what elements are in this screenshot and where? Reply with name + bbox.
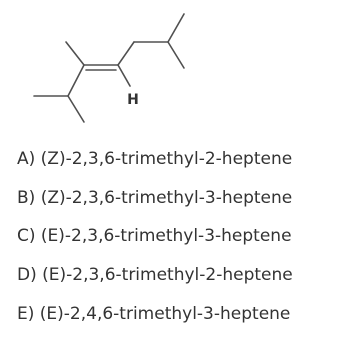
answer-option-d[interactable] bbox=[17, 262, 293, 301]
bond-terminal-down bbox=[168, 42, 184, 68]
bond-methyl-upper bbox=[66, 42, 84, 65]
answer-option-label: D) (E)-2,3,6-trimethyl-2-heptene bbox=[17, 265, 293, 286]
bond-terminal-up bbox=[168, 14, 184, 42]
hydrogen-label: H bbox=[127, 92, 139, 108]
molecule-structure bbox=[0, 0, 363, 130]
answer-option-label: C) (E)-2,3,6-trimethyl-3-heptene bbox=[17, 226, 292, 247]
answer-option-e[interactable] bbox=[17, 301, 293, 340]
answer-option-a[interactable] bbox=[17, 146, 293, 185]
answer-option-label: E) (E)-2,4,6-trimethyl-3-heptene bbox=[17, 303, 291, 324]
bond-isopropyl-down bbox=[68, 96, 84, 122]
bond-to-hydrogen bbox=[118, 65, 130, 86]
bond-chain-1 bbox=[118, 42, 134, 65]
bond-to-isopropyl bbox=[68, 65, 84, 96]
answer-option-label: A) (Z)-2,3,6-trimethyl-2-heptene bbox=[17, 149, 293, 169]
answer-option-label: B) (Z)-2,3,6-trimethyl-3-heptene bbox=[17, 187, 293, 208]
answer-option-c[interactable] bbox=[17, 223, 293, 262]
answer-options bbox=[17, 146, 293, 339]
answer-option-b[interactable] bbox=[17, 185, 293, 224]
skeletal-formula-drawing bbox=[0, 0, 363, 130]
